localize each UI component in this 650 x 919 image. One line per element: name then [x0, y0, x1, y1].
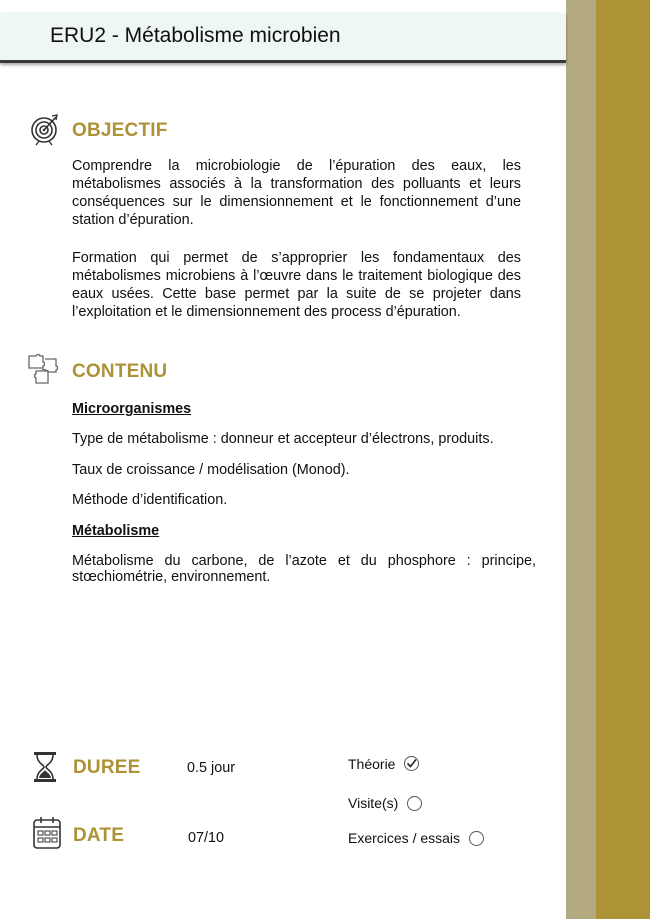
date-value: 07/10	[188, 830, 225, 846]
hourglass-icon	[33, 751, 57, 788]
page-header	[0, 13, 566, 63]
option-label-exercices: Exercices / essais	[348, 830, 461, 846]
target-icon	[30, 114, 60, 151]
puzzle-icon	[26, 353, 60, 390]
contenu-title: CONTENU	[72, 361, 168, 382]
content-line: Taux de croissance / modélisation (Monod).	[72, 462, 350, 478]
option-label-visites: Visite(s)	[348, 795, 399, 811]
side-bar-light	[566, 0, 596, 919]
section-heading-microorganismes: Microorganismes	[72, 401, 192, 417]
option-label-theorie: Théorie	[348, 756, 396, 772]
theorie-checkbox[interactable]	[404, 756, 419, 771]
section-heading-metabolisme: Métabolisme	[72, 523, 160, 539]
exercices-checkbox[interactable]	[469, 831, 484, 846]
side-bar-dark	[596, 0, 650, 919]
duree-value: 0.5 jour	[187, 760, 235, 776]
content-line: Métabolisme du carbone, de l’azote et du phosphore : principe, stœchiométrie, environnement.	[72, 553, 536, 585]
visites-checkbox[interactable]	[407, 796, 422, 811]
content-line: Type de métabolisme : donneur et accepteur d’électrons, produits.	[72, 431, 494, 447]
date-title: DATE	[73, 825, 125, 846]
objectif-title: OBJECTIF	[72, 120, 168, 141]
content-line: Méthode d’identification.	[72, 492, 228, 508]
page-title: ERU2 - Métabolisme microbien	[50, 24, 341, 47]
objectif-paragraph-2: Formation qui permet de s’approprier les fondamentaux des métabolismes microbiens à l’œuvre dans le traitement biologique des eaux usées. Cette base permet par la suite de se projeter dans l’exploitation et le dimensionnement des process d’épuration.	[72, 250, 521, 320]
duree-title: DUREE	[73, 757, 141, 778]
calendar-icon	[32, 816, 62, 855]
objectif-paragraph-1: Comprendre la microbiologie de l’épuration des eaux, les métabolismes associés à la transformation des polluants et leurs conséquences sur le dimensionnement et le fonctionnement d’une station d’épuration.	[72, 158, 521, 228]
